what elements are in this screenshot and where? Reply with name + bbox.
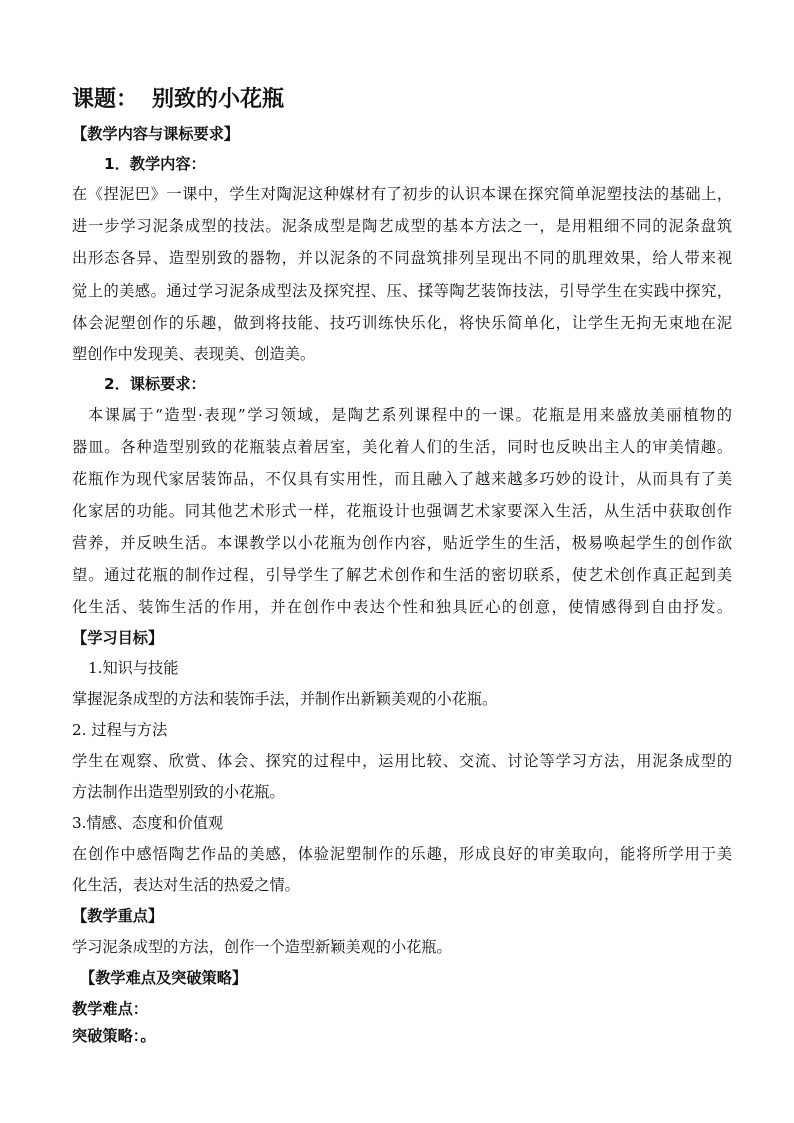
goal1-text: 掌握泥条成型的方法和装饰手法，并制作出新颖美观的小花瓶。 [72, 690, 498, 708]
item1-line-6: 塑创作中发现美、表现美、创造美。 [72, 345, 315, 363]
item2-line-6: 望。通过花瓶的制作过程，引导学生了解艺术创作和生活的密切联系，使艺术创作真正起到美 [72, 566, 732, 584]
page-title [72, 86, 284, 114]
item1-line-2: 进一步学习泥条成型的技法。泥条成型是陶艺成型的基本方法之一，是用粗细不同的泥条盘筑 [72, 217, 732, 235]
difficulty-label: 教学难点： [72, 1000, 148, 1018]
strategy-label: 突破策略：。 [72, 1027, 156, 1045]
item2-line-2: 器皿。各种造型别致的花瓶装点着居室，美化着人们的生活，同时也反映出主人的审美情趣。 [72, 438, 732, 456]
title-prefix: 课题： [72, 87, 139, 112]
item2-line-5: 营养，并反映生活。本课教学以小花瓶为创作内容，贴近学生的生活，极易唤起学生的创作欲 [72, 534, 732, 552]
difficulty-section-header: 【教学难点及突破策略】 [80, 969, 248, 987]
item1-label: 1．教学内容： [104, 155, 206, 173]
item1-line-3: 出形态各异、造型别致的器物，并以泥条的不同盘筑排列呈现出不同的肌理效果，给人带来视 [72, 249, 732, 267]
item2-line-7: 化生活、装饰生活的作用，并在创作中表达个性和独具匠心的创意，使情感得到自由抒发。 [72, 598, 732, 616]
goal1-label: 1.知识与技能 [88, 659, 179, 677]
goal2-line-2: 方法制作出造型别致的小花瓶。 [72, 783, 285, 801]
title-text: 别致的小花瓶 [152, 87, 285, 112]
key-text: 学习泥条成型的方法，创作一个造型新颖美观的小花瓶。 [72, 938, 452, 956]
item2-line-3: 花瓶作为现代家居装饰品，不仅具有实用性，而且融入了越来越多巧妙的设计，从而具有了美 [72, 470, 732, 488]
goal3-line-2: 化生活，表达对生活的热爱之情。 [72, 876, 300, 894]
content-section-header: 【教学内容与课标要求】 [72, 125, 240, 143]
item1-line-4: 觉上的美感。通过学习泥条成型法及探究捏、压、揉等陶艺装饰技法，引导学生在实践中探究， [72, 282, 732, 300]
item2-line-4: 化家居的功能。同其他艺术形式一样，花瓶设计也强调艺术家要深入生活，从生活中获取创作 [72, 502, 732, 520]
key-section-header: 【教学重点】 [72, 907, 164, 925]
goal3-line-1: 在创作中感悟陶艺作品的美感，体验泥塑制作的乐趣，形成良好的审美取向，能将所学用于美 [72, 845, 732, 863]
goals-section-header: 【学习目标】 [72, 629, 164, 647]
goal2-line-1: 学生在观察、欣赏、体会、探究的过程中，运用比较、交流、讨论等学习方法，用泥条成型的 [72, 752, 732, 770]
goal2-label: 2. 过程与方法 [72, 721, 168, 739]
item1-line-5: 体会泥塑创作的乐趣，做到将技能、技巧训练快乐化，将快乐简单化，让学生无拘无束地在泥 [72, 314, 732, 332]
item2-label: 2．课标要求： [104, 375, 206, 393]
item1-line-1: 在《捏泥巴》一课中，学生对陶泥这种媒材有了初步的认识本课在探究简单泥塑技法的基础上， [72, 185, 732, 203]
item2-line-1: 本课属于“造型·表现”学习领域，是陶艺系列课程中的一课。花瓶是用来盛放美丽植物的 [88, 406, 732, 424]
goal3-label: 3.情感、态度和价值观 [72, 814, 224, 832]
